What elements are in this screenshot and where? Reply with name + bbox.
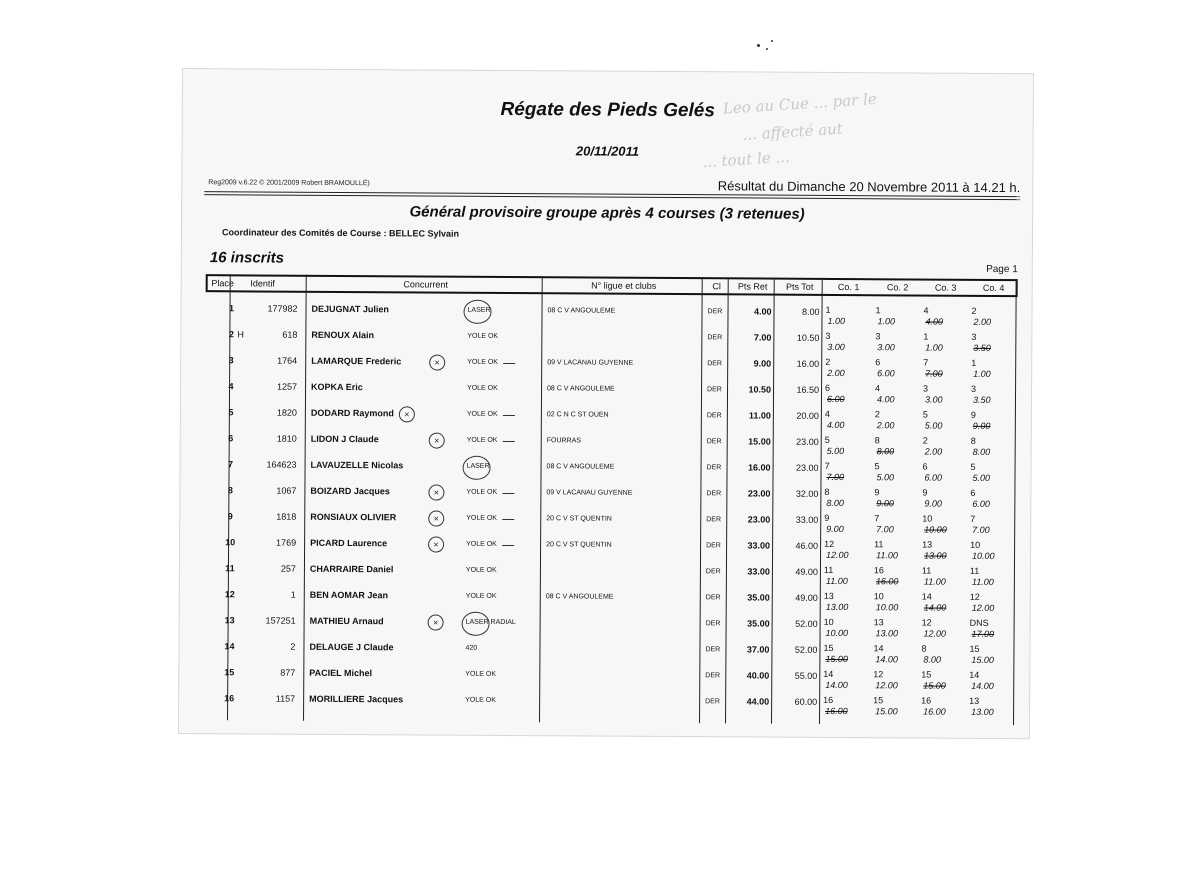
race-points: 1.00: [827, 315, 846, 327]
points-total: 49.00: [795, 592, 818, 603]
place-number: 7: [228, 459, 234, 470]
race-points: 5.00: [826, 445, 845, 457]
result-line: Résultat du Dimanche 20 Novembre 2011 à 14.21 h.: [717, 178, 1021, 196]
race-place: 10: [873, 591, 884, 602]
handwritten-circle-mark: [462, 456, 490, 480]
ghost-handwriting: ... tout le ...: [701, 147, 791, 172]
race-place: 7: [874, 513, 880, 524]
race-place: 13: [969, 695, 980, 706]
sail-identifier: 1257: [276, 381, 298, 392]
race-place: 10: [922, 513, 933, 524]
points-total: 20.00: [796, 410, 819, 421]
club-name: 20 C V ST QUENTIN: [546, 541, 612, 549]
competitor-name: LAMARQUE Frederic: [311, 355, 402, 367]
subtitle: Général provisoire groupe après 4 courses (3 retenues): [409, 203, 805, 223]
place-number: 5: [228, 407, 234, 418]
competitor-name: DEJUGNAT Julien: [311, 303, 389, 315]
points-retained: 35.00: [747, 618, 770, 629]
club-name: 09 V LACANAU GUYENNE: [547, 359, 634, 367]
race-place: 11: [823, 564, 834, 575]
race-points: 12.00: [971, 602, 995, 613]
handwritten-dash-mark: [502, 493, 514, 494]
race-points: 9.00: [876, 498, 894, 509]
boat-class: YOLE OK: [465, 670, 497, 678]
race-points: 2.00: [827, 367, 845, 379]
sail-identifier: 1818: [276, 511, 297, 522]
race-points: 11.00: [971, 576, 994, 587]
header-identif: Identif: [250, 278, 275, 289]
race-points: 5.00: [972, 472, 991, 483]
competitor-name: KOPKA Eric: [311, 381, 363, 393]
classification: DER: [707, 386, 722, 394]
boat-class: LASER RADIAL: [465, 618, 516, 627]
sail-identifier: 164623: [266, 459, 297, 470]
handwritten-dash-mark: [503, 441, 515, 442]
competitor-name: BOIZARD Jacques: [310, 485, 390, 497]
coordinator: Coordinateur des Comités de Course : BELLEC Sylvain: [221, 227, 460, 239]
competitor-name: LIDON J Claude: [310, 433, 379, 445]
race-points: 12.00: [923, 628, 947, 639]
race-place: 14: [823, 668, 834, 679]
race-place: 1: [923, 331, 929, 342]
race-place: 3: [875, 331, 881, 342]
race-points: 13.00: [875, 628, 899, 639]
header-place: Place: [211, 278, 234, 289]
race-place: 10: [970, 539, 981, 550]
header-concurrent: Concurrent: [403, 279, 448, 290]
race-place: 3: [825, 330, 831, 341]
club-name: 08 C V ANGOULEME: [547, 307, 616, 315]
header-club: N° ligue et clubs: [591, 280, 657, 291]
race-place: 15: [823, 642, 834, 653]
place-number: 4: [228, 381, 234, 392]
boat-class: YOLE OK: [466, 488, 498, 496]
boat-class: 420: [465, 644, 478, 652]
points-retained: 40.00: [746, 670, 770, 681]
competitor-name: RENOUX Alain: [311, 329, 375, 341]
race-place: 15: [921, 669, 932, 680]
race-place: 7: [970, 513, 976, 524]
race-place: 5: [970, 461, 976, 472]
race-points: 10.00: [924, 524, 947, 535]
race-place: 13: [823, 590, 834, 601]
race-points: 1.00: [877, 316, 896, 327]
points-retained: 4.00: [753, 306, 772, 317]
race-points: 4.00: [876, 394, 895, 405]
race-points: 9.00: [924, 498, 942, 509]
race-place: 5: [922, 409, 928, 420]
points-retained: 9.00: [753, 358, 772, 369]
points-total: 32.00: [795, 488, 819, 499]
race-place: 12: [824, 538, 835, 549]
race-points: 16.00: [875, 576, 899, 587]
header-co4: Co. 4: [982, 282, 1005, 294]
race-points: 8.00: [972, 446, 991, 457]
header-co2: Co. 2: [886, 282, 909, 293]
place-number: 14: [224, 641, 235, 652]
handwritten-dash-mark: [502, 519, 514, 520]
race-points: 3.00: [877, 342, 895, 353]
classification: DER: [707, 334, 723, 342]
handwritten-x-mark: ×: [428, 485, 444, 501]
place-number: 1: [228, 303, 235, 314]
club-name: 20 C V ST QUENTIN: [546, 515, 612, 523]
handwritten-x-mark: ×: [428, 537, 444, 553]
race-place: 14: [921, 591, 932, 602]
race-points: 6.00: [826, 393, 845, 405]
boat-class: YOLE OK: [465, 592, 497, 600]
table-header: [206, 274, 1018, 297]
classification: DER: [706, 464, 722, 472]
boat-class: YOLE OK: [465, 566, 497, 574]
race-points: 3.50: [973, 342, 991, 353]
handwritten-x-mark: ×: [429, 433, 445, 449]
sail-identifier: 177982: [267, 303, 298, 314]
points-retained: 33.00: [747, 540, 771, 551]
points-retained: 7.00: [753, 332, 772, 343]
race-points: 13.00: [825, 601, 849, 613]
ghost-handwriting: ... affecté aut: [742, 119, 844, 144]
sail-identifier: 877: [280, 667, 296, 678]
competitor-name: DODARD Raymond: [310, 407, 394, 419]
place-number: 13: [224, 615, 235, 626]
boat-class: YOLE OK: [467, 358, 498, 366]
classification: DER: [705, 568, 721, 576]
points-total: 60.00: [794, 696, 818, 707]
race-points: 15.00: [825, 653, 848, 665]
sail-identifier: 1820: [276, 407, 297, 418]
points-total: 46.00: [795, 540, 819, 551]
race-place: 14: [969, 669, 980, 680]
classification: DER: [706, 412, 722, 420]
race-points: 5.00: [924, 420, 943, 431]
boat-class: YOLE OK: [466, 436, 498, 444]
sail-identifier: 1157: [275, 693, 296, 704]
race-points: 4.00: [826, 419, 845, 431]
points-retained: 10.50: [748, 384, 772, 395]
race-points: 12.00: [826, 549, 849, 561]
race-points: 8.00: [923, 654, 941, 665]
points-retained: 37.00: [746, 644, 770, 655]
handwritten-dash-mark: [503, 363, 515, 364]
race-place: 6: [825, 382, 831, 393]
race-points: 13.00: [924, 550, 947, 561]
race-points: 12.00: [875, 680, 898, 691]
race-place: 6: [922, 461, 928, 472]
club-name: FOURRAS: [546, 437, 581, 445]
classification: DER: [706, 516, 722, 524]
boat-class: YOLE OK: [467, 384, 498, 392]
race-place: 4: [875, 383, 881, 394]
points-total: 33.00: [795, 514, 819, 525]
race-points: 16.00: [825, 705, 848, 717]
race-place: 13: [922, 539, 933, 550]
race-points: 1.00: [973, 368, 991, 379]
race-place: 12: [969, 591, 980, 602]
boat-class: YOLE OK: [466, 514, 498, 522]
race-points: 10.00: [825, 627, 849, 639]
race-points: 1.00: [925, 342, 943, 353]
club-name: 09 V LACANAU GUYENNE: [546, 489, 633, 497]
race-points: 2.00: [973, 316, 992, 327]
handwritten-dash-mark: [503, 415, 515, 416]
club-name: 08 C V ANGOULEME: [547, 385, 615, 393]
race-place: 9: [874, 487, 880, 498]
sail-identifier: 1067: [276, 485, 297, 496]
document-title: Régate des Pieds Gelés: [500, 98, 716, 122]
race-place: 12: [921, 617, 932, 628]
place-number: 6: [228, 433, 234, 444]
competitor-name: DELAUGE J Claude: [309, 641, 394, 653]
document-date: 20/11/2011: [575, 143, 640, 159]
race-points: 6.00: [877, 368, 895, 379]
points-retained: 11.00: [748, 410, 771, 421]
points-total: 55.00: [794, 670, 818, 681]
race-points: 15.00: [971, 654, 994, 665]
race-place: 15: [873, 695, 884, 706]
race-place: 2: [825, 356, 831, 367]
race-place: 4: [824, 408, 830, 419]
classification: DER: [707, 308, 723, 316]
sail-identifier: 618: [282, 329, 298, 340]
race-points: 16.00: [923, 706, 946, 717]
club-name: 02 C N C ST OUEN: [546, 411, 609, 419]
points-total: 23.00: [796, 436, 819, 447]
race-points: 10.00: [972, 550, 995, 561]
race-points: 14.00: [875, 654, 898, 665]
place-number: 2: [228, 329, 234, 340]
race-points: 7.00: [925, 368, 943, 379]
header-co1: Co. 1: [837, 282, 860, 293]
race-points: 11.00: [923, 576, 946, 587]
handwritten-x-mark: ×: [428, 511, 444, 527]
points-total: 52.00: [795, 618, 818, 629]
speck: [766, 48, 768, 50]
boat-class: YOLE OK: [467, 332, 499, 340]
classification: DER: [706, 542, 721, 550]
race-place: 2: [874, 409, 880, 420]
race-place: 6: [875, 357, 881, 368]
handwritten-dash-mark: [502, 545, 514, 546]
race-points: 17.00: [971, 628, 995, 639]
race-points: 7.00: [876, 524, 894, 535]
points-total: 49.00: [795, 566, 818, 577]
sail-identifier: 1810: [276, 433, 297, 444]
competitor-name: MATHIEU Arnaud: [309, 615, 384, 627]
sail-identifier: 1: [290, 589, 296, 600]
race-place: 8: [970, 435, 976, 446]
race-place: 11: [874, 539, 884, 550]
sail-identifier: 1769: [276, 537, 297, 548]
race-place: 8: [874, 435, 880, 446]
points-total: 23.00: [796, 462, 819, 473]
ghost-handwriting: Leo au Cue ... par le: [722, 89, 878, 118]
handicap-flag: H: [237, 329, 244, 340]
race-place: 12: [873, 669, 884, 680]
race-place: 14: [873, 643, 884, 654]
race-points: 3.50: [972, 394, 991, 405]
competitor-name: CHARRAIRE Daniel: [309, 563, 394, 575]
race-place: 7: [923, 357, 929, 368]
club-name: 08 C V ANGOULEME: [546, 463, 615, 471]
handwritten-x-mark: ×: [399, 406, 415, 422]
points-total: 10.50: [796, 332, 820, 343]
sail-identifier: 257: [280, 563, 296, 574]
race-place: 2: [922, 435, 928, 446]
place-number: 10: [225, 537, 236, 548]
race-place: 5: [874, 461, 880, 472]
race-points: 14.00: [923, 602, 947, 613]
race-points: 5.00: [876, 472, 895, 483]
page-number: Page 1: [986, 263, 1018, 276]
race-points: 8.00: [876, 446, 895, 457]
points-retained: 23.00: [747, 488, 771, 499]
points-total: 52.00: [794, 644, 818, 655]
competitor-name: RONSIAUX OLIVIER: [310, 511, 397, 523]
sail-identifier: 2: [290, 641, 296, 652]
race-place: 10: [823, 616, 834, 627]
points-retained: 33.00: [747, 566, 770, 577]
classification: DER: [705, 594, 721, 602]
place-number: 11: [225, 563, 235, 574]
race-place: 4: [923, 305, 929, 316]
place-number: 9: [227, 511, 233, 522]
points-retained: 35.00: [747, 592, 770, 603]
race-place: 6: [970, 487, 976, 498]
entries-count: 16 inscrits: [209, 249, 285, 267]
boat-class: LASER: [467, 306, 491, 314]
points-retained: 44.00: [746, 696, 770, 707]
race-place: 5: [824, 434, 830, 445]
race-place: 15: [969, 643, 980, 654]
club-name: 08 C V ANGOULEME: [545, 593, 614, 601]
header-cl: Cl: [712, 281, 721, 292]
race-points: 11.00: [825, 575, 848, 587]
place-number: 12: [224, 589, 235, 600]
handwritten-x-mark: ×: [428, 615, 444, 631]
handwritten-circle-mark: [463, 300, 491, 324]
classification: DER: [705, 672, 721, 680]
place-number: 15: [224, 667, 235, 678]
race-place: 7: [824, 460, 830, 471]
header-pts-tot: Pts Tot: [785, 281, 814, 292]
race-place: 8: [921, 643, 927, 654]
software-credit: Reg2009 v.6.22 © 2001/2009 Robert BRAMOULLÉ): [208, 179, 370, 188]
speck: [771, 40, 773, 42]
handwritten-circle-mark: [462, 612, 490, 636]
race-place: 1: [875, 305, 881, 316]
competitor-name: PICARD Laurence: [310, 537, 388, 549]
points-total: 8.00: [801, 306, 820, 317]
boat-class: LASER: [466, 462, 490, 470]
points-retained: 23.00: [747, 514, 771, 525]
race-place: 1: [825, 304, 831, 315]
race-place: 9: [922, 487, 928, 498]
race-points: 2.00: [924, 446, 943, 457]
race-place: 16: [921, 695, 932, 706]
classification: DER: [706, 490, 722, 498]
race-points: 3.00: [827, 341, 845, 353]
competitor-name: BEN AOMAR Jean: [309, 589, 389, 601]
race-points: 15.00: [875, 706, 898, 717]
competitor-name: MORILLIERE Jacques: [309, 693, 404, 705]
points-retained: 16.00: [748, 462, 771, 473]
race-place: 13: [873, 617, 884, 628]
race-points: 15.00: [923, 680, 946, 691]
sail-identifier: 1764: [277, 355, 298, 366]
points-total: 16.50: [796, 384, 820, 395]
race-points: 6.00: [924, 472, 943, 483]
race-place: 8: [824, 486, 830, 497]
competitor-name: LAVAUZELLE Nicolas: [310, 459, 404, 471]
race-place: 3: [923, 383, 929, 394]
race-place: 2: [971, 305, 977, 316]
race-place: 3: [971, 383, 977, 394]
race-points: 4.00: [925, 316, 944, 327]
race-points: 2.00: [876, 420, 895, 431]
race-points: 3.00: [924, 394, 943, 405]
place-number: 16: [224, 693, 235, 704]
classification: DER: [705, 620, 721, 628]
race-points: 7.00: [826, 471, 845, 483]
place-number: 8: [227, 485, 233, 496]
race-place: 1: [971, 357, 977, 368]
handwritten-x-mark: ×: [429, 355, 445, 371]
sail-identifier: 157251: [265, 615, 296, 626]
race-points: 10.00: [875, 602, 899, 613]
header-co3: Co. 3: [934, 282, 957, 293]
race-points: 13.00: [971, 706, 994, 717]
race-place: 9: [824, 512, 830, 523]
race-place: DNS: [969, 617, 989, 628]
race-place: 16: [823, 694, 834, 705]
table-row: [179, 687, 1029, 718]
place-number: 3: [228, 355, 234, 366]
classification: DER: [707, 360, 723, 368]
race-points: 9.00: [972, 420, 991, 431]
race-place: 3: [971, 331, 977, 342]
race-points: 14.00: [825, 679, 848, 691]
race-place: 11: [921, 565, 932, 576]
speck: [757, 44, 760, 47]
boat-class: YOLE OK: [466, 410, 498, 418]
results-sheet: [178, 68, 1034, 739]
points-total: 16.00: [796, 358, 820, 369]
race-place: 11: [969, 565, 980, 576]
race-points: 9.00: [826, 523, 844, 535]
classification: DER: [706, 438, 722, 446]
boat-class: YOLE OK: [466, 540, 497, 548]
header-pts-ret: Pts Ret: [737, 281, 768, 292]
race-points: 6.00: [972, 498, 990, 509]
race-points: 7.00: [972, 524, 990, 535]
race-place: 9: [970, 409, 976, 420]
classification: DER: [705, 698, 720, 706]
race-points: 8.00: [826, 497, 844, 509]
classification: DER: [705, 646, 721, 654]
points-retained: 15.00: [748, 436, 771, 447]
race-place: 16: [873, 565, 884, 576]
competitor-name: PACIEL Michel: [309, 667, 373, 679]
race-points: 11.00: [876, 550, 898, 561]
race-points: 14.00: [971, 680, 994, 691]
boat-class: YOLE OK: [465, 696, 496, 704]
